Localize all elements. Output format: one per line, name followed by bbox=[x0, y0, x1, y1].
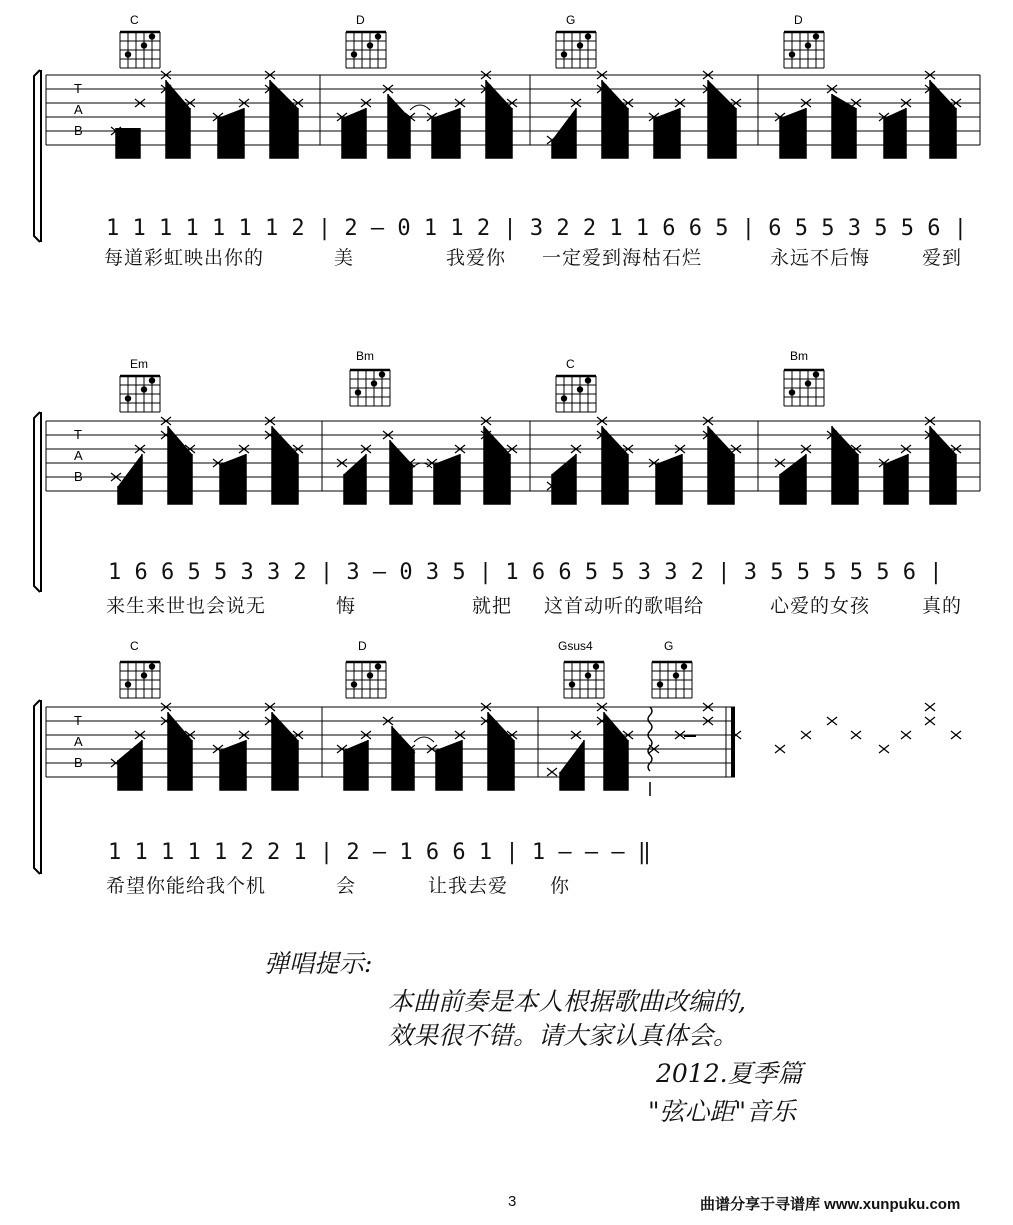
lyric-phrase: 一定爱到海枯石烂 bbox=[542, 247, 703, 269]
chord-name: C bbox=[130, 13, 139, 27]
chord-name: G bbox=[566, 13, 576, 27]
tab-staff-2 bbox=[0, 346, 1013, 636]
tab-letter-b: B bbox=[74, 123, 83, 138]
chord-diagram-g bbox=[556, 32, 596, 68]
chord-diagram-c bbox=[120, 662, 160, 698]
tab-letter-a: A bbox=[74, 734, 83, 749]
numbered-notation: 1 1 1 1 1 2 2 1 | 2 – 1 6 6 1 | 1 – – – ‖ bbox=[108, 840, 652, 865]
chord-name: D bbox=[794, 13, 803, 27]
chord-name: Bm bbox=[356, 349, 374, 363]
lyric-phrase: 这首动听的歌唱给 bbox=[544, 595, 705, 617]
chord-name: D bbox=[358, 639, 367, 653]
lyric-phrase: 爱到 bbox=[922, 247, 963, 269]
chord-name: D bbox=[356, 13, 365, 27]
chord-diagram-d bbox=[346, 662, 386, 698]
chord-name: C bbox=[130, 639, 139, 653]
chord-diagram-d bbox=[346, 32, 386, 68]
lyric-phrase: 就把 bbox=[472, 595, 513, 617]
chord-diagram-c bbox=[556, 376, 596, 412]
chord-name: Em bbox=[130, 357, 148, 371]
tab-letter-t: T bbox=[74, 427, 82, 442]
tab-letter-a: A bbox=[74, 448, 83, 463]
tips-line: 效果很不错。请大家认真体会。 bbox=[388, 1021, 739, 1050]
tab-letter-t: T bbox=[74, 81, 82, 96]
tab-letter-b: B bbox=[74, 469, 83, 484]
lyric-phrase: 心爱的女孩 bbox=[770, 595, 871, 617]
chord-name: C bbox=[566, 357, 575, 371]
lyric-phrase: 我爱你 bbox=[446, 247, 507, 269]
lyric-phrase: 你 bbox=[550, 875, 571, 897]
tips-signature: "弦心距"音乐 bbox=[648, 1097, 796, 1126]
lyric-phrase: 美 bbox=[334, 247, 355, 269]
chord-name: Gsus4 bbox=[558, 639, 593, 653]
chord-diagram-em bbox=[120, 376, 160, 412]
chord-name: Bm bbox=[790, 349, 808, 363]
chord-diagram-gsus4 bbox=[564, 662, 604, 698]
lyric-phrase: 会 bbox=[336, 875, 357, 897]
chord-diagram-c bbox=[120, 32, 160, 68]
lyric-phrase: 永远不后悔 bbox=[770, 247, 871, 269]
lyric-phrase: 真的 bbox=[922, 595, 963, 617]
lyric-phrase: 每道彩虹映出你的 bbox=[104, 247, 265, 269]
page-number: 3 bbox=[508, 1193, 517, 1210]
lyric-phrase: 悔 bbox=[336, 595, 357, 617]
tab-letter-t: T bbox=[74, 713, 82, 728]
tab-letter-b: B bbox=[74, 755, 83, 770]
lyric-phrase: 希望你能给我个机 bbox=[106, 875, 267, 897]
tips-date: 2012.夏季篇 bbox=[656, 1059, 803, 1088]
chord-diagram-d bbox=[784, 32, 824, 68]
tips-line: 本曲前奏是本人根据歌曲改编的, bbox=[388, 987, 746, 1016]
lyric-phrase: 来生来世也会说无 bbox=[106, 595, 267, 617]
numbered-notation: 1 6 6 5 5 3 3 2 | 3 – 0 3 5 | 1 6 6 5 5 3 3 2 | 3 5 5 5 5 5 6 | bbox=[108, 560, 943, 585]
lyric-phrase: 让我去爱 bbox=[428, 875, 509, 897]
chord-name: G bbox=[664, 639, 674, 653]
source-credit: 曲谱分享于寻谱库 www.xunpuku.com bbox=[700, 1196, 961, 1213]
tab-letter-a: A bbox=[74, 102, 83, 117]
chord-diagram-g bbox=[652, 662, 692, 698]
numbered-notation: 1 1 1 1 1 1 1 2 | 2 – 0 1 1 2 | 3 2 2 1 1 6 6 5 | 6 5 5 3 5 5 6 | bbox=[106, 216, 967, 241]
chord-diagram-bm bbox=[784, 370, 824, 406]
chord-diagram-bm bbox=[350, 370, 390, 406]
tips-heading: 弹唱提示: bbox=[264, 949, 373, 978]
